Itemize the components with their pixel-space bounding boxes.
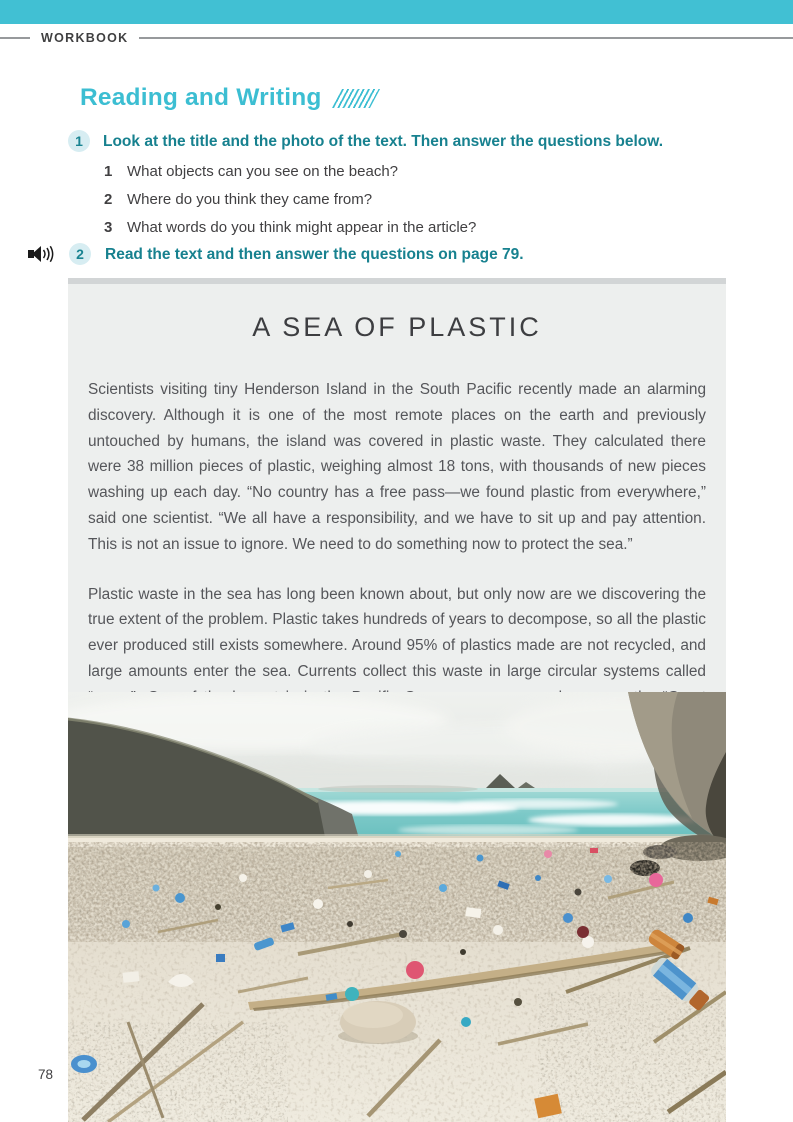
exercise-1	[68, 130, 663, 153]
question-row	[104, 185, 476, 213]
article-title: A SEA OF PLASTIC	[252, 312, 542, 342]
top-accent-bar	[0, 0, 793, 24]
exercise-1-number-badge: 1	[68, 130, 90, 152]
question-text: What objects can you see on the beach?	[127, 162, 399, 180]
question-row	[104, 213, 476, 241]
exercise-2	[28, 243, 524, 266]
question-text: What words do you think might appear in the article?	[127, 218, 477, 236]
header-rule-left	[0, 37, 30, 39]
exercise-2-number-badge: 2	[69, 243, 91, 265]
article-paragraph-1: Scientists visiting tiny Henderson Island in the South Pacific recently made an alarming discovery. Although it is one of the most remote places on the earth and previously untouched by humans, the island was covered in plastic waste. They calculated there were 38 million pieces of plastic, weighing almost 18 tons, with thousands of new pieces washing up each day. “No country has a free pass—we found plastic from everywhere,” said one scientist. “We all have a responsibility, and we have to sit up and pay attention. This is not an issue to ignore. We need to do something now to protect the sea.”	[88, 381, 706, 553]
page-number: 78	[38, 1067, 54, 1082]
question-text: Where do you think they came from?	[127, 190, 373, 208]
audio-speaker-icon	[28, 244, 55, 264]
question-number: 3	[104, 218, 113, 236]
header	[0, 31, 793, 45]
question-number: 2	[104, 190, 113, 208]
exercise-2-instruction: Read the text and then answer the questions on page 79.	[105, 245, 524, 263]
header-rule-right	[139, 37, 793, 39]
question-row	[104, 157, 476, 185]
section-title: Reading and Writing	[80, 84, 322, 111]
exercise-1-instruction: Look at the title and the photo of the text. Then answer the questions below.	[103, 132, 664, 150]
article-panel	[68, 278, 726, 1122]
workbook-label: WORKBOOK	[41, 31, 129, 45]
question-number: 1	[104, 162, 113, 180]
section-title-row	[80, 84, 375, 112]
beach-photo-illustration	[68, 692, 726, 1122]
beach-photo	[68, 692, 726, 1122]
article-paragraph-2: Plastic waste in the sea has long been known about, but only now are we discovering the true extent of the problem. Plastic takes hundreds of years to decompose, so all the plastic ever produced still exists somewhere. Around 95% of plastics made are not recycled, and large amounts enter the sea. Currents collect this waste in large circular systems called	[88, 585, 706, 680]
exercise-1-questions	[104, 157, 476, 241]
diagonal-hatch-icon	[331, 89, 379, 108]
